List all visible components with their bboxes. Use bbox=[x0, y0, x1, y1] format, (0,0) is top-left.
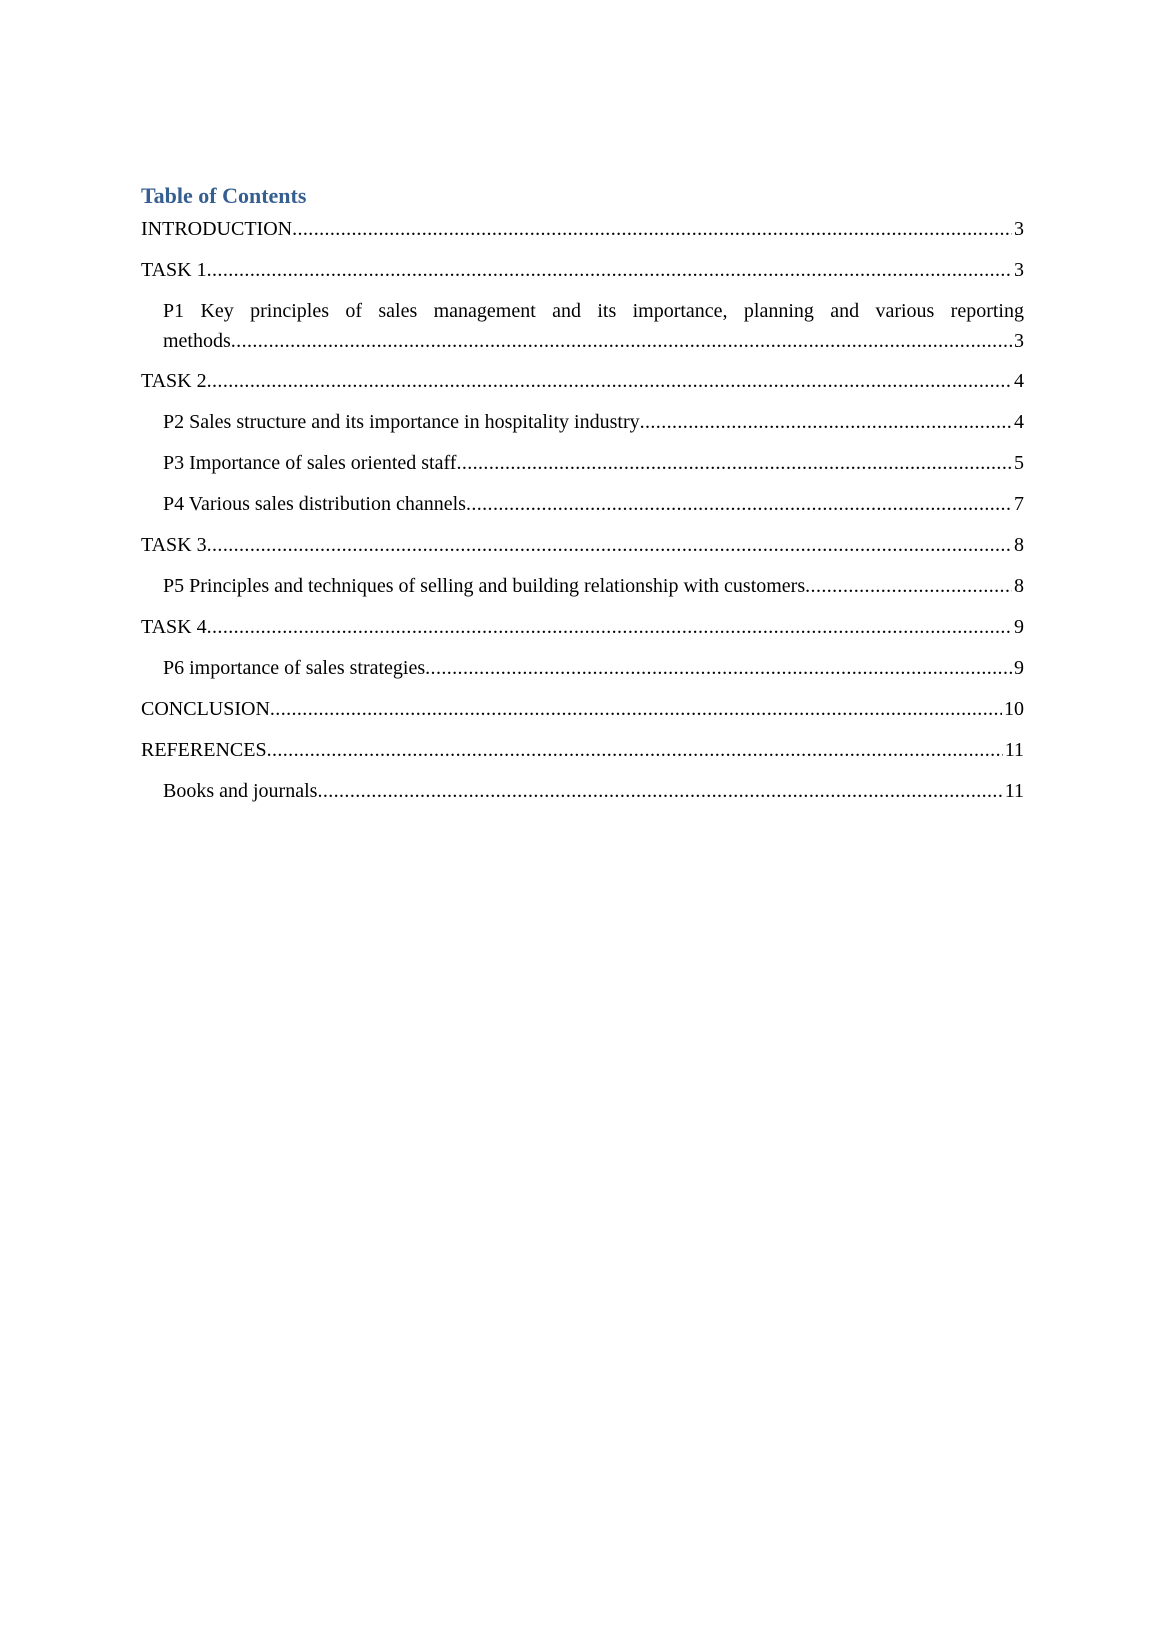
toc-entry-label: INTRODUCTION bbox=[141, 218, 293, 240]
toc-entry-conclusion[interactable] bbox=[141, 694, 1024, 725]
toc-entry-label: TASK 1 bbox=[141, 259, 207, 281]
toc-entry-label: REFERENCES bbox=[141, 739, 267, 761]
toc-entry-page-number: 8 bbox=[1012, 530, 1024, 561]
toc-entry-page-number: 11 bbox=[1003, 776, 1024, 807]
toc-entry-page-number: 7 bbox=[1012, 489, 1024, 520]
toc-entry-label: P5 Principles and techniques of selling and building relationship with customers bbox=[163, 575, 806, 597]
toc-entry-page-number: 8 bbox=[1012, 571, 1024, 602]
toc-entry-label-line1: P1 Key principles of sales management and its importance, planning and various reporting bbox=[163, 300, 1024, 322]
toc-entry-page-number: 3 bbox=[1012, 214, 1024, 245]
toc-entry-p4[interactable] bbox=[141, 489, 1024, 520]
toc-entry-task-2[interactable] bbox=[141, 366, 1024, 397]
toc-entry-books-and-journals[interactable] bbox=[141, 776, 1024, 807]
toc-entry-page-number: 9 bbox=[1012, 653, 1024, 684]
toc-entry-page-number: 9 bbox=[1012, 612, 1024, 643]
toc-entry-page-number: 3 bbox=[1012, 326, 1024, 356]
toc-entry-label: P4 Various sales distribution channels bbox=[163, 493, 466, 515]
toc-entry-label: P3 Importance of sales oriented staff bbox=[163, 452, 457, 474]
toc-entry-label: CONCLUSION bbox=[141, 698, 270, 720]
toc-entry-page-number: 4 bbox=[1012, 407, 1024, 438]
toc-entry-task-3[interactable] bbox=[141, 530, 1024, 561]
toc-entry-p3[interactable] bbox=[141, 448, 1024, 479]
toc-entry-task-4[interactable] bbox=[141, 612, 1024, 643]
toc-entry-p1[interactable] bbox=[141, 296, 1024, 356]
toc-entry-p5[interactable] bbox=[141, 571, 1024, 602]
toc-entry-page-number: 10 bbox=[1002, 694, 1024, 725]
toc-entry-references[interactable] bbox=[141, 735, 1024, 766]
table-of-contents bbox=[141, 180, 1024, 817]
toc-entry-page-number: 4 bbox=[1012, 366, 1024, 397]
toc-entry-page-number: 3 bbox=[1012, 255, 1024, 286]
toc-entry-introduction[interactable] bbox=[141, 214, 1024, 245]
toc-entry-label: TASK 2 bbox=[141, 370, 207, 392]
toc-entry-label: P2 Sales structure and its importance in hospitality industry bbox=[163, 411, 640, 433]
toc-entry-label: Books and journals bbox=[163, 780, 318, 802]
toc-entry-label: methods bbox=[163, 330, 231, 352]
toc-entry-p2[interactable] bbox=[141, 407, 1024, 438]
toc-title: Table of Contents bbox=[141, 183, 307, 208]
toc-entry-label: P6 importance of sales strategies bbox=[163, 657, 426, 679]
toc-entry-page-number: 11 bbox=[1003, 735, 1024, 766]
toc-entry-p6[interactable] bbox=[141, 653, 1024, 684]
toc-entry-label: TASK 3 bbox=[141, 534, 207, 556]
toc-entry-page-number: 5 bbox=[1012, 448, 1024, 479]
toc-entry-label: TASK 4 bbox=[141, 616, 207, 638]
toc-entry-task-1[interactable] bbox=[141, 255, 1024, 286]
toc-list bbox=[141, 214, 1024, 807]
